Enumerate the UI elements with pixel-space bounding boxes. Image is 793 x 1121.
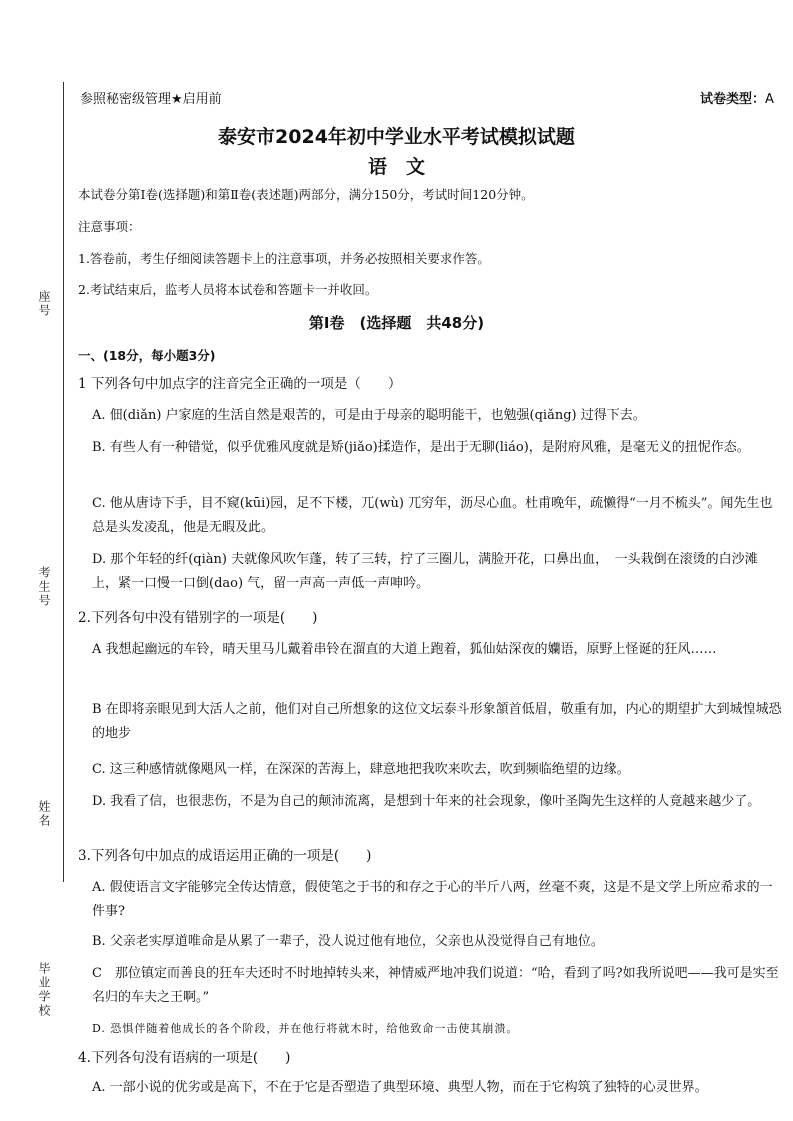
question-stem: 4.下列各句没有语病的一项是( ) (78, 1050, 291, 1066)
option-d: D. 恐惧伴随着他成长的各个阶段，并在他行将就木时，给他致命一击使其崩溃。 (92, 1022, 519, 1035)
option-c: C. 他从唐诗下手，目不窥(kūi)园，足不下楼，兀(wù) 兀穷年，沥尽心血。杜甫晚年，疏懒得“一月不梳头”。闻先生也总是头发凌乱，他是无暇及此。 (92, 496, 773, 535)
exam-title: 泰安市2024年初中学业水平考试模拟试题 (218, 126, 575, 148)
option-c: C 那位镇定而善良的狂车夫还时不时地掉转头来，神情威严地冲我们说道：“哈，看到了吗?如我所说吧——我可是实至名归的车夫之王啊。” (92, 966, 779, 1005)
exam-number-label: 考生号 (37, 566, 51, 608)
option-b: B 在即将亲眼见到大活人之前，他们对自己所想象的这位文坛泰斗形象頷首低眉，敬重有加，内心的期望扩大到城惶城恐的地步 (92, 702, 782, 741)
option-c: C. 这三种感情就像飓风一样，在深深的苦海上，肆意地把我吹来吹去，吹到频临绝望的边缘。 (92, 762, 630, 777)
option-b: B. 有些人有一种错觉，似乎优雅风度就是矫(jiǎo)揉造作，是出于无聊(liáo)，是附府风雅，是毫无义的扭怩作态。 (92, 440, 750, 455)
notice-title: 注意事项： (78, 219, 141, 234)
notice-item: 1.答卷前，考生仔细阅读答题卡上的注意事项，并务必按照相关要求作答。 (78, 251, 490, 266)
paper-type (700, 88, 774, 107)
binding-line (63, 82, 64, 882)
seat-number-label: 座号 (37, 290, 51, 318)
graduate-school-label: 毕业学校 (37, 962, 51, 1018)
question-stem: 3.下列各句中加点的成语运用正确的一项是( ) (78, 848, 372, 864)
option-a: A. 假使语言文字能够完全传达情意，假使笔之于书的和存之于心的半斤八两，丝毫不爽，这是不是文学上所应希求的一件事? (92, 880, 773, 919)
exam-intro: 本试卷分第Ⅰ卷(选择题)和第Ⅱ卷(表述题)两部分，满分150分，考试时间120分钟。 (78, 187, 534, 202)
option-d: D. 那个年轻的纤(qiàn) 夫就像风吹乍蓬，转了三转，拧了三圈儿，满脸开花，口鼻出血， 一头栽倒在滚烫的白沙滩上，紧一口慢一口倒(dao) 气，留一声高一声低一声呻吟。 (92, 552, 758, 591)
student-name-label: 姓名 (37, 800, 51, 828)
part-heading: 一、(18分，每小题3分) (78, 348, 216, 363)
question-stem: 2.下列各句中没有错别字的一项是( ) (78, 610, 318, 626)
option-a: A. 佃(diǎn) 户家庭的生活自然是艰苦的，可是由于母亲的聪明能干，也勉强(qiǎng) 过得下去。 (92, 408, 646, 423)
option-a: A. 一部小说的优劣或是高下，不在于它是否塑造了典型环境、典型人物，而在于它构筑了独特的心灵世界。 (92, 1080, 708, 1095)
option-d: D. 我看了信，也很悲伤，不是为自己的颠沛流离，是想到十年来的社会现象，像叶圣陶先生这样的人竟越来越少了。 (92, 794, 761, 809)
option-a: A 我想起幽远的车铃，晴天里马儿戴着串铃在溜直的大道上跑着，狐仙姑深夜的孏语，原野上怪诞的狂风…… (92, 642, 717, 657)
paper-type-label: 试卷类型： (700, 92, 766, 107)
question-stem: 1 下列各句中加点字的注音完全正确的一项是（ ） (78, 376, 402, 392)
paper-type-value: A (765, 92, 774, 107)
confidential-notice: 参照秘密级管理★启用前 (80, 92, 222, 107)
section-title: 第Ⅰ卷 (选择题 共48分) (308, 314, 485, 332)
option-b: B. 父亲老实厚道唯命是从累了一辈子，没人说过他有地位，父亲也从没觉得自己有地位。 (92, 934, 604, 949)
notice-item: 2.考试结束后，监考人员将本试卷和答题卡一并收回。 (78, 282, 378, 297)
subject-title: 语 文 (367, 156, 425, 178)
